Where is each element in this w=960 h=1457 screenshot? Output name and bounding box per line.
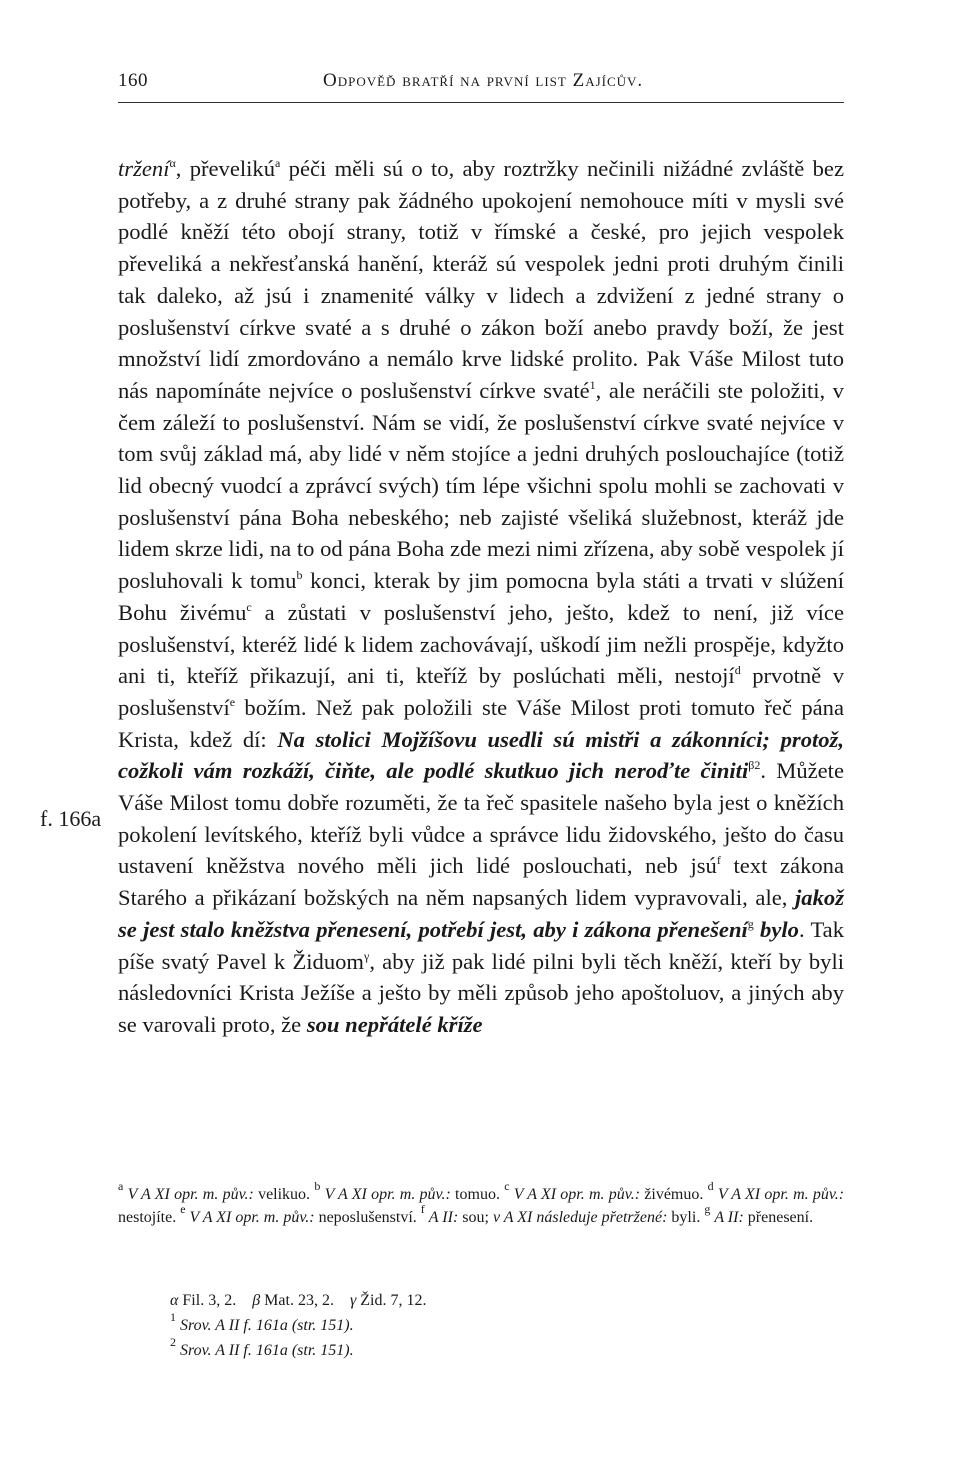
text-run: , převelikú <box>175 156 276 181</box>
text-run: . Můžete Váše Milost tomu dobře rozuměti, že ta řeč spasitele našeho byla jest o kněžích pokolení levítského, kteříž byli vůdce a správce lidu židovského, ješto do času ustavení kněžstva nového měli jich lidé poslouchati, neb jsú <box>118 758 844 879</box>
text-run: , aby již pak lidé pilni byli těch kněží, kteří by byli následovníci Krista Ježíše a ješto by měli způsob jeho apoštoluov, a jiných aby se varovali proto, že <box>118 948 844 1037</box>
variant-reading: sou; <box>458 1209 493 1226</box>
text-run: a zůstati v poslušenství jeho, ješto, kdež to není, již více poslušenství, kteréž lidé k lidem zachovávají, uškodí jim nežli prospěje, kdyžto ani ti, kteříž přikazují, ani ti, kteříž by poslúchati měli, nestojí <box>118 599 844 689</box>
footnote-2 <box>170 1335 770 1363</box>
text-run: . Tak píše svatý Pavel k Židuom <box>118 916 844 974</box>
margin-folio-note: f. 166a <box>40 806 102 831</box>
scripture-references <box>170 1288 770 1313</box>
variant-reading: tomuo. <box>450 1186 500 1203</box>
footnote-marker: α <box>169 156 176 170</box>
quotation-hebrews-end: bylo <box>753 916 799 942</box>
scripture-ref: Žid. 7, 12. <box>356 1292 427 1309</box>
footnote-marker: β <box>252 1292 261 1309</box>
manuscript-siglum: V A XI opr. m. pův.: <box>717 1186 845 1203</box>
scripture-ref: Mat. 23, 2. <box>260 1292 334 1309</box>
textual-variant-notes <box>118 1179 845 1229</box>
manuscript-siglum: v A XI následuje přetržené: <box>492 1209 668 1226</box>
footnote-marker: f <box>420 1202 425 1216</box>
main-paragraph <box>118 153 844 1041</box>
footnote-marker: a <box>118 1179 124 1193</box>
footnote-marker: e <box>180 1202 186 1216</box>
footnote-text: Srov. A II f. 161a (str. 151). <box>180 1317 354 1334</box>
manuscript-siglum: A II: <box>714 1209 744 1226</box>
quotation-hebrews: jakož se jest stalo kněžstva přenesení, potřebí jest, aby i zákona přenešení <box>118 885 844 942</box>
footnote-marker: c <box>504 1179 510 1193</box>
footnote-marker: g <box>747 916 754 931</box>
text-run: , ale neráčili ste položiti, v čem záleží to poslušenství. Nám se vidí, že poslušenství církve svaté nejvíce v tom svůj základ má, aby lidé v něm stojíce a jedni druhých poslouchajíce (totiž lid obecný vuodcí a zprávcí svých) tím lépe všichni spolu mohli se zachovati v poslušenství pána Boha nebeského; neb zajisté všeliká služebnost, kteráž jde lidem skrze lidi, na to od pána Boha zde mezi nimi zřízena, aby sobě vespolek jí posluhovali k tomu <box>118 377 844 594</box>
footnote-1 <box>170 1310 770 1338</box>
text-run: péči měli sú o to, aby roztržky nečinili nižádné zvláště bez potřeby, a z druhé strany pak žádného upokojení nemohouce míti v mysli své podlé kněží této obojí strany, totiž v římské a české, pro jejich vespolek převeliká a nekřesťanská hanění, kteráž sú vespolek jedni proti druhým činili tak daleko, až jsú i znamenité války v lidech a zdvižení z jedné strany o poslušenství církve svaté a s druhé o zákon boží anebo pravdy boží, že jest množství lidí zmordováno a nemálo krve lidské prolito. Pak Váše Milost tuto nás napomínáte nejvíce o poslušenství církve svaté <box>118 156 844 403</box>
footnote-marker: b <box>314 1179 321 1193</box>
header-rule <box>118 102 844 103</box>
footnote-marker: α <box>170 1292 179 1309</box>
footnote-marker: 1 <box>589 377 596 392</box>
footnote-marker: 2 <box>170 1335 176 1349</box>
variant-reading: přenesení. <box>743 1209 814 1226</box>
text-run: prvotně v poslušenství <box>118 663 844 720</box>
main-text <box>118 153 844 1041</box>
footnote-marker: 1 <box>170 1310 176 1324</box>
footnote-marker: c <box>246 599 252 614</box>
variant-reading: velikuo. <box>253 1186 311 1203</box>
variant-reading: nestojíte. <box>118 1209 177 1226</box>
variant-reading: neposlušenství. <box>314 1209 417 1226</box>
footnote-marker: f <box>716 853 721 868</box>
footnote-marker: e <box>229 694 236 709</box>
footnote-marker: β <box>748 758 755 773</box>
variant-reading: živémuo. <box>640 1186 704 1203</box>
text-run: konci, kterak by jim pomocna byla státi a trvati v slúžení Bohu živému <box>118 568 844 625</box>
quotation-philippians: sou nepřátelé kříže <box>306 1011 483 1037</box>
emphasis: tržení <box>118 156 170 181</box>
manuscript-siglum: A II: <box>428 1209 459 1226</box>
footnote-marker: d <box>734 663 741 678</box>
manuscript-siglum: V A XI opr. m. pův.: <box>127 1186 254 1203</box>
footnote-marker: γ <box>364 948 370 963</box>
page-number: 160 <box>118 70 148 91</box>
footnote-marker: 2 <box>754 758 761 773</box>
manuscript-siglum: V A XI opr. m. pův.: <box>324 1186 451 1203</box>
manuscript-siglum: V A XI opr. m. pův.: <box>513 1186 641 1203</box>
footnote-marker: a <box>275 156 281 170</box>
variant-reading: byli. <box>667 1209 701 1226</box>
scripture-ref: Fil. 3, 2. <box>178 1292 237 1309</box>
footnote-marker: b <box>296 568 303 583</box>
footnote-marker: γ <box>349 1292 357 1309</box>
text-run: božím. Než pak položili ste Váše Milost proti tomuto řeč pána Krista, kdež dí: <box>118 694 844 752</box>
quotation-matthew: Na stolici Mojžíšovu usedli sú mistři a zákonníci; protož, cožkoli vám rozkáží, čiňte, ale podlé skutkuo jich neroďte činiti <box>118 726 845 784</box>
footnote-marker: g <box>704 1202 711 1216</box>
footnote-marker: d <box>707 1179 714 1193</box>
biblical-reference-notes <box>170 1288 770 1363</box>
text-run: text zákona Starého a přikázaní božských na něm napsaných lidem vypravovali, ale, <box>118 853 844 911</box>
footnote-text: Srov. A II f. 161a (str. 151). <box>180 1342 354 1359</box>
page-header <box>118 70 844 102</box>
running-title: Odpověď bratří na první list Zajícův. <box>323 70 644 91</box>
manuscript-siglum: V A XI opr. m. pův.: <box>189 1209 315 1226</box>
